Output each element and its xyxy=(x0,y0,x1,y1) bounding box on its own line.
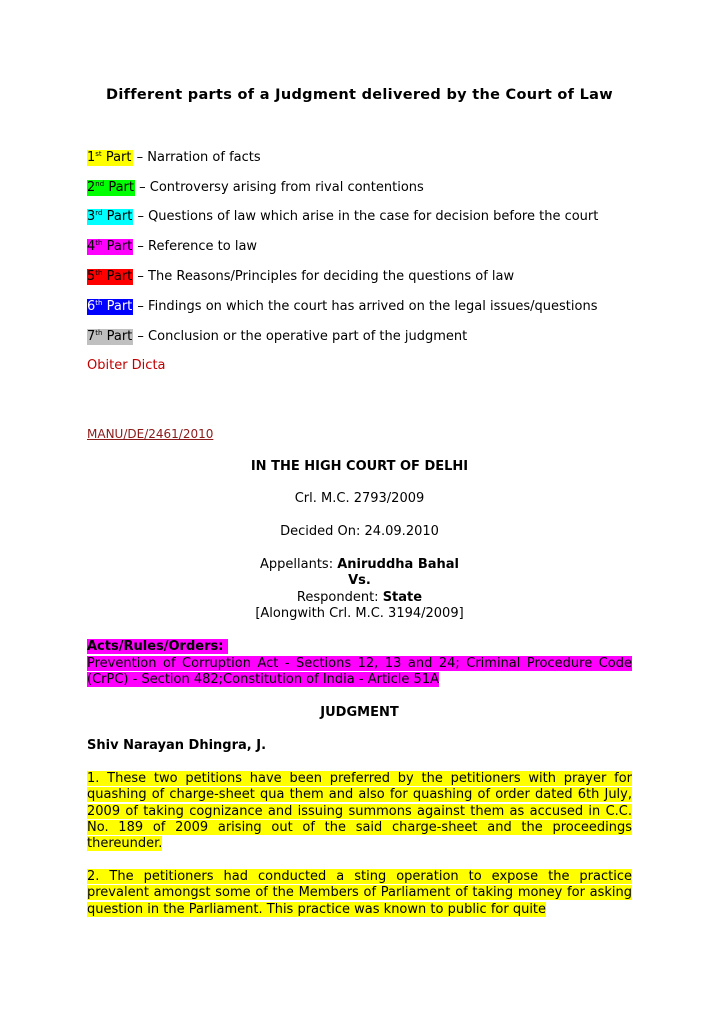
part-item-7 xyxy=(87,329,467,345)
part-tag-2 xyxy=(87,180,135,196)
part-ordinal-suffix: nd xyxy=(95,180,105,188)
part-number: 5 xyxy=(87,269,96,284)
alongwith-case: [Alongwith Crl. M.C. 3194/2009] xyxy=(255,606,464,621)
appellants-name: Aniruddha Bahal xyxy=(337,557,459,572)
part-description: – Narration of facts xyxy=(136,150,261,165)
part-ordinal-suffix: th xyxy=(95,269,103,277)
paragraph-text: 2. The petitioners had conducted a sting operation to expose the practice prevalent amongst some of the Members of Parliament of taking money for asking question in the Parliament. This practice was known to public for quite xyxy=(87,869,632,917)
part-word: Part xyxy=(106,299,133,314)
part-ordinal-suffix: th xyxy=(95,299,103,307)
part-tag-7 xyxy=(87,329,133,345)
part-item-3 xyxy=(87,209,598,225)
paragraph-2 xyxy=(87,869,632,918)
respondent-line xyxy=(0,590,719,605)
part-number: 7 xyxy=(87,329,96,344)
decided-date: Decided On: 24.09.2010 xyxy=(280,524,439,539)
part-word: Part xyxy=(105,150,132,165)
citation-link[interactable]: MANU/DE/2461/2010 xyxy=(87,427,214,441)
part-description: – Findings on which the court has arrived on the legal issues/questions xyxy=(137,299,598,314)
part-tag-4 xyxy=(87,239,133,255)
document-title: Different parts of a Judgment delivered by the Court of Law xyxy=(106,87,613,103)
part-number: 3 xyxy=(87,209,96,224)
part-tag-5 xyxy=(87,269,133,285)
part-description: – Conclusion or the operative part of the judgment xyxy=(137,329,468,344)
part-ordinal-suffix: rd xyxy=(95,209,103,217)
court-name: IN THE HIGH COURT OF DELHI xyxy=(250,459,469,474)
acts-rules-orders xyxy=(87,639,632,689)
paragraph-text: 1. These two petitions have been preferred by the petitioners with prayer for quashing of charge-sheet qua them and also for quashing of order dated 6th July, 2009 of taking cognizance and issuing summons against them as accused in C.C. No. 189 of 2009 arising out of the said charge-sheet and the proceedings thereunder. xyxy=(87,771,632,852)
part-tag-1 xyxy=(87,150,133,166)
part-item-2 xyxy=(87,180,424,196)
part-item-4 xyxy=(87,239,257,255)
part-word: Part xyxy=(106,269,133,284)
appellants-line xyxy=(0,557,719,572)
part-description: – Reference to law xyxy=(137,239,258,254)
judgment-heading: JUDGMENT xyxy=(320,705,399,720)
part-item-6 xyxy=(87,299,597,315)
part-ordinal-suffix: th xyxy=(95,329,103,337)
part-word: Part xyxy=(106,329,133,344)
part-word: Part xyxy=(108,180,134,195)
obiter-dicta-label: Obiter Dicta xyxy=(87,358,166,373)
acts-heading: Acts/Rules/Orders: xyxy=(87,639,224,654)
acts-text: Prevention of Corruption Act - Sections 12, 13 and 24; Criminal Procedure Code (CrPC) - Section 482;Constitution of India - Article 51A xyxy=(87,655,632,687)
part-description: – The Reasons/Principles for deciding the questions of law xyxy=(137,269,515,284)
part-word: Part xyxy=(106,209,133,224)
part-tag-6 xyxy=(87,299,133,315)
appellants-label: Appellants: xyxy=(260,557,338,572)
part-number: 1 xyxy=(87,150,96,165)
part-tag-3 xyxy=(87,209,133,225)
part-ordinal-suffix: st xyxy=(95,150,102,158)
part-description: – Controversy arising from rival contentions xyxy=(139,180,424,195)
part-number: 4 xyxy=(87,239,96,254)
judge-name: Shiv Narayan Dhingra, J. xyxy=(87,738,267,753)
respondent-label: Respondent: xyxy=(296,590,383,605)
part-number: 2 xyxy=(87,180,96,195)
part-ordinal-suffix: th xyxy=(95,239,103,247)
part-number: 6 xyxy=(87,299,96,314)
part-item-1 xyxy=(87,150,261,166)
part-item-5 xyxy=(87,269,514,285)
versus-label: Vs. xyxy=(348,573,371,588)
part-description: – Questions of law which arise in the case for decision before the court xyxy=(137,209,599,224)
case-number: Crl. M.C. 2793/2009 xyxy=(294,491,425,506)
paragraph-1 xyxy=(87,771,632,852)
respondent-name: State xyxy=(382,590,423,605)
part-word: Part xyxy=(106,239,133,254)
